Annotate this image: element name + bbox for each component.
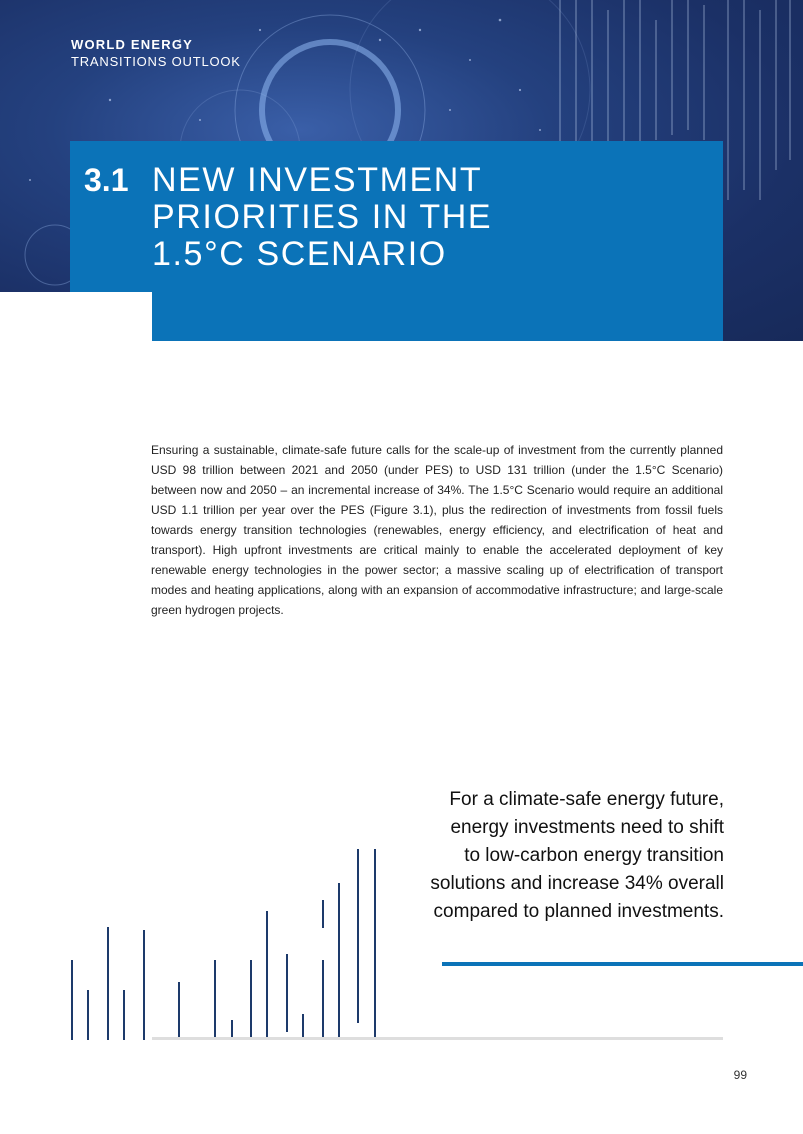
section-title-line: NEW INVESTMENT	[152, 161, 483, 199]
section-title-line: PRIORITIES IN THE	[152, 198, 493, 236]
body-paragraph: Ensuring a sustainable, climate-safe future calls for the scale-up of investment from the currently planned USD 98 trillion between 2021 and 2050 (under PES) to USD 131 trillion (under the 1.5°C Scenario) between now and 2050 – an incremental increase of 34%. The 1.5°C Scenario would require an additional USD 1.1 trillion per year over the PES (Figure 3.1), plus the redirection of investments from fossil fuels towards energy transition technologies (renewables, energy efficiency, and electrification of heat and transport). High upfront investments are critical mainly to enable the accelerated deployment of key renewable energy technologies in the power sector; a massive scaling up of electrification of transport modes and heating applications, along with an expansion of accommodative infrastructure; and large-scale green hydrogen projects.	[151, 443, 723, 617]
pull-quote: For a climate-safe energy future, energy investments need to shift to low-carbon energy transition solutions and increase 34% overall compared to planned investments.	[430, 789, 724, 922]
decorative-bar-graphic	[0, 780, 400, 1042]
page-number: 99	[733, 1068, 747, 1082]
section-title-line: 1.5°C SCENARIO	[152, 235, 447, 273]
brand-line-1: WORLD ENERGY	[71, 37, 194, 52]
bar-graphic-baseline	[152, 1037, 723, 1040]
hero-white-cutout	[0, 292, 152, 341]
section-title	[152, 162, 492, 273]
brand-line-2: TRANSITIONS OUTLOOK	[71, 54, 241, 69]
section-title-box-extension	[152, 292, 723, 341]
report-brand	[71, 36, 241, 70]
pull-quote-rule	[442, 962, 803, 966]
section-number: 3.1	[84, 162, 129, 198]
